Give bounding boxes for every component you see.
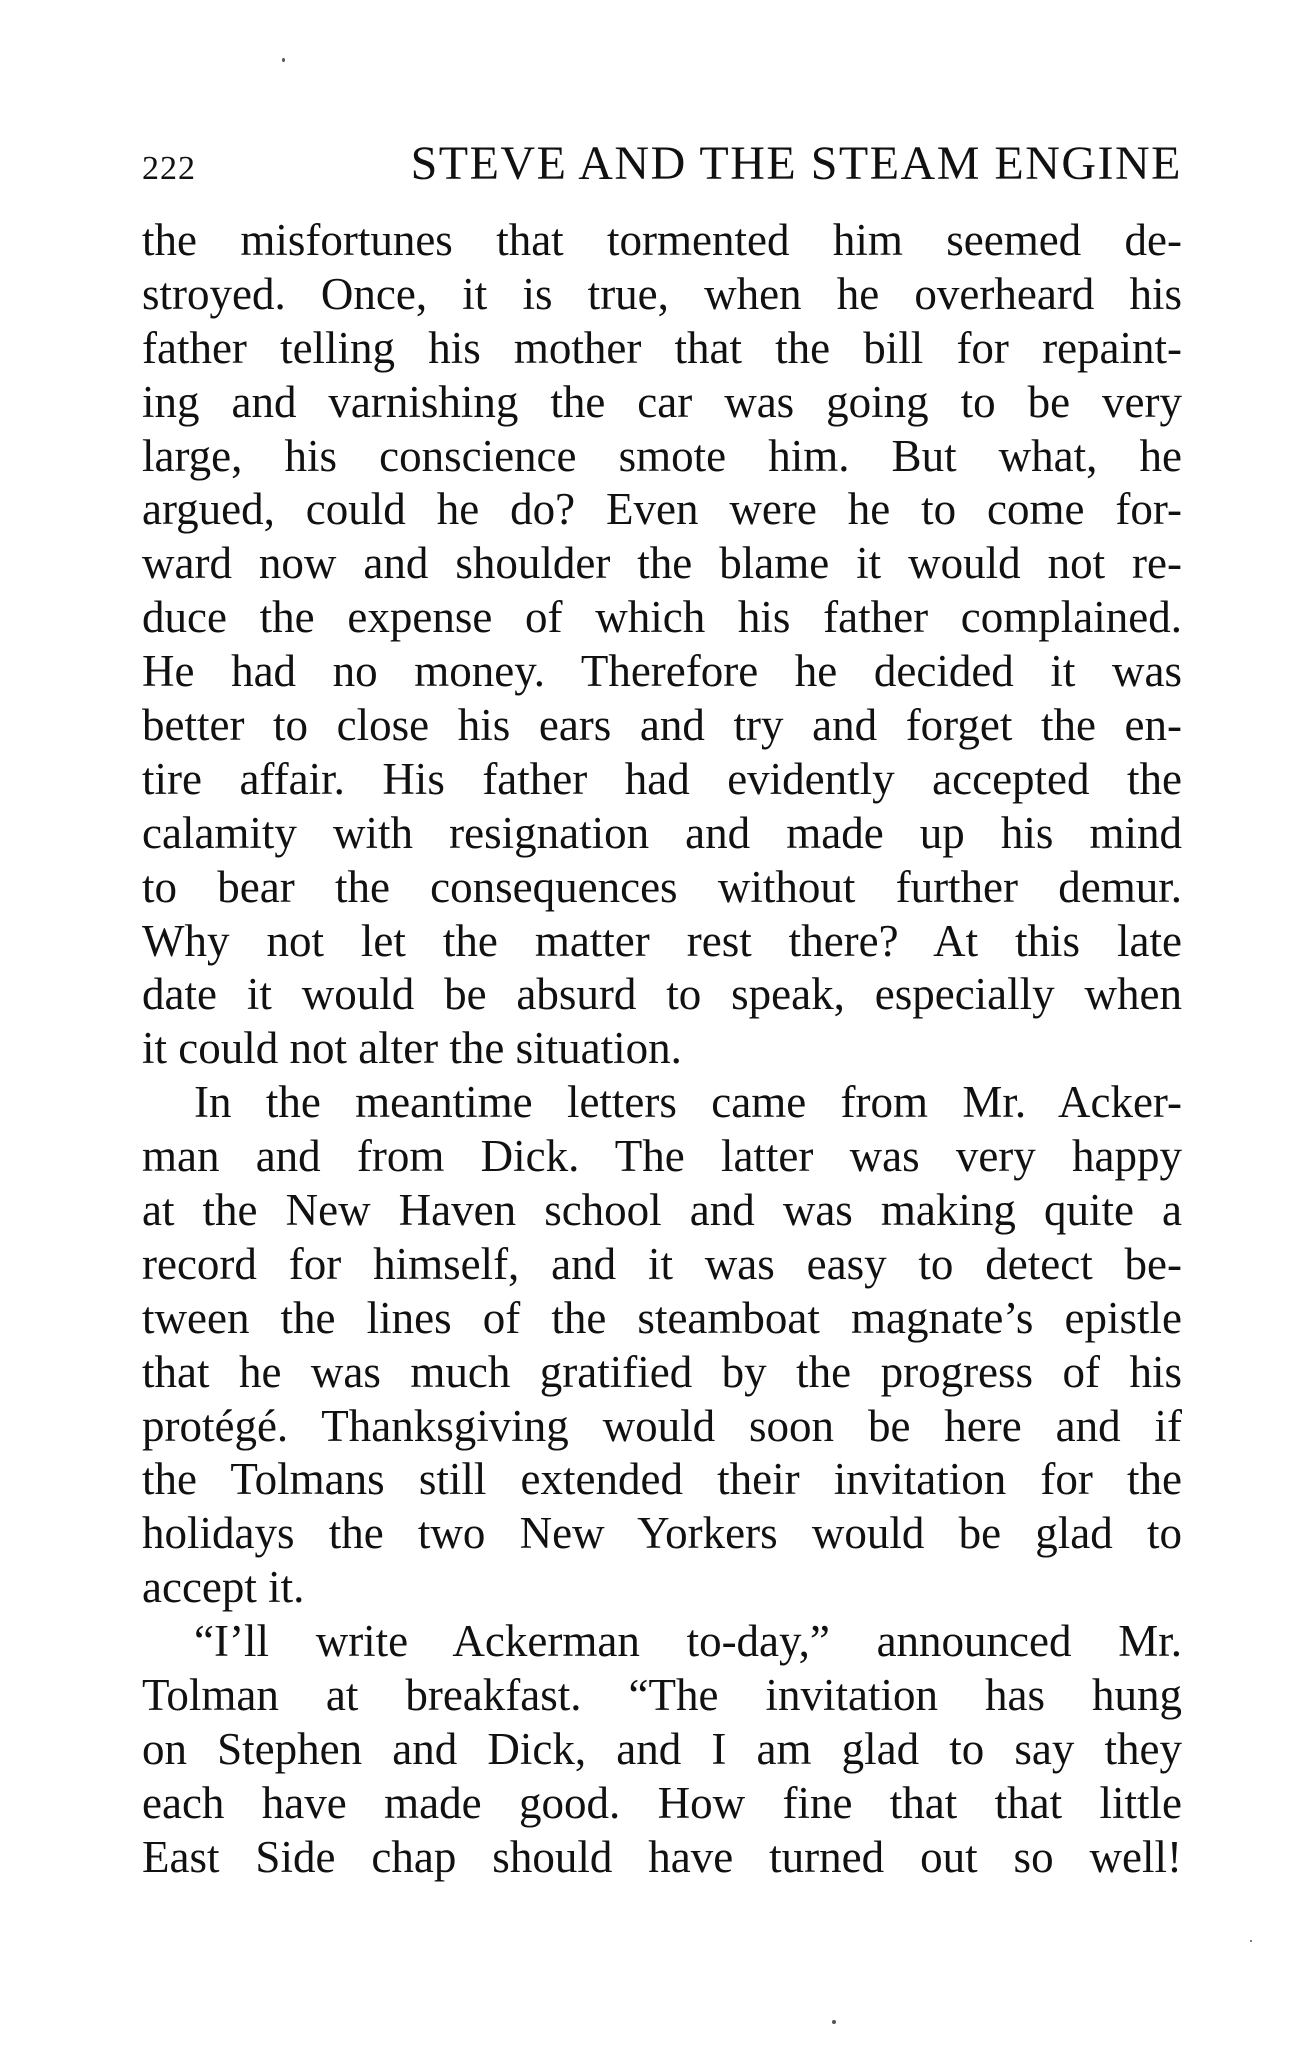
scan-speck bbox=[832, 2020, 836, 2024]
text-line: Why not let the matter rest there? At this late bbox=[142, 915, 1182, 966]
text-line: “I’ll write Ackerman to-day,” announced Mr. bbox=[194, 1616, 1182, 1667]
text-line: on Stephen and Dick, and I am glad to say they bbox=[142, 1723, 1182, 1774]
text-line: stroyed. Once, it is true, when he overheard his bbox=[142, 268, 1182, 319]
text-line: ward now and shoulder the blame it would not re- bbox=[142, 538, 1182, 589]
text-line: holidays the two New Yorkers would be glad to bbox=[142, 1508, 1182, 1559]
text-line: each have made good. How fine that that little bbox=[142, 1777, 1182, 1828]
body-text bbox=[142, 214, 1182, 1885]
text-line: protégé. Thanksgiving would soon be here and if bbox=[142, 1400, 1182, 1451]
text-line: He had no money. Therefore he decided it was bbox=[142, 646, 1182, 697]
page-number: 222 bbox=[142, 150, 196, 187]
text-line: Tolman at breakfast. “The invitation has hung bbox=[142, 1670, 1182, 1721]
text-line: the misfortunes that tormented him seemed de- bbox=[142, 215, 1182, 265]
scan-speck bbox=[282, 58, 285, 62]
text-line: the Tolmans still extended their invitation for the bbox=[142, 1454, 1182, 1505]
text-line: that he was much gratified by the progress of his bbox=[142, 1346, 1182, 1397]
scan-speck bbox=[1250, 1940, 1252, 1942]
text-line: record for himself, and it was easy to detect be- bbox=[142, 1238, 1182, 1289]
text-line: calamity with resignation and made up his mind bbox=[142, 807, 1182, 858]
text-line: to bear the consequences without further demur. bbox=[142, 861, 1182, 912]
running-title: STEVE AND THE STEAM ENGINE bbox=[410, 137, 1182, 190]
text-line: date it would be absurd to speak, especially when bbox=[142, 969, 1182, 1020]
text-line: father telling his mother that the bill for repaint- bbox=[142, 322, 1182, 373]
text-line: East Side chap should have turned out so well! bbox=[142, 1831, 1182, 1882]
running-header bbox=[142, 136, 1182, 206]
text-line: duce the expense of which his father complained. bbox=[142, 592, 1182, 643]
text-line: large, his conscience smote him. But what, he bbox=[142, 430, 1182, 481]
text-line: tween the lines of the steamboat magnate’s epistle bbox=[142, 1292, 1182, 1343]
text-line: argued, could he do? Even were he to come for- bbox=[142, 484, 1182, 535]
text-line: tire affair. His father had evidently accepted the bbox=[142, 753, 1182, 804]
text-line: accept it. bbox=[142, 1562, 305, 1613]
text-line: at the New Haven school and was making quite a bbox=[142, 1185, 1182, 1236]
text-line: it could not alter the situation. bbox=[142, 1023, 682, 1074]
text-line: man and from Dick. The latter was very happy bbox=[142, 1131, 1182, 1182]
text-line: better to close his ears and try and forget the en- bbox=[142, 700, 1182, 751]
text-line: ing and varnishing the car was going to be very bbox=[142, 376, 1182, 427]
text-line: In the meantime letters came from Mr. Acker- bbox=[194, 1077, 1182, 1128]
